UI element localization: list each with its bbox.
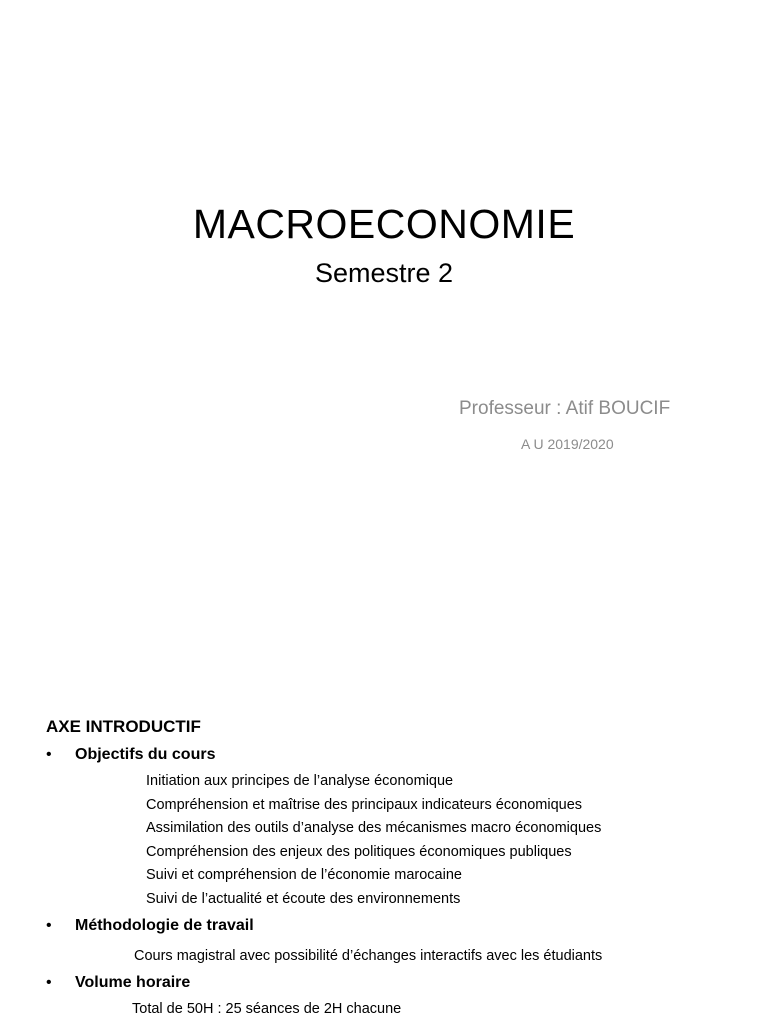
volume-detail: Total de 50H : 25 séances de 2H chacune: [132, 1001, 402, 1017]
intro-slide: [0, 680, 768, 1024]
list-item: Suivi de l’actualité et écoute des environnements: [146, 890, 461, 907]
academic-year: A U 2019/2020: [521, 436, 614, 452]
methodology-label: Méthodologie de travail: [75, 917, 254, 934]
bullet-volume: [46, 972, 190, 994]
volume-label: Volume horaire: [75, 974, 191, 991]
bullet-icon: •: [46, 917, 52, 934]
list-item: Assimilation des outils d’analyse des mécanismes macro économiques: [146, 820, 602, 837]
bullet-objectives: [46, 744, 215, 766]
list-item: Compréhension des enjeux des politiques économiques publiques: [146, 843, 572, 860]
professor-name: Professeur : Atif BOUCIF: [459, 398, 671, 419]
section-heading: AXE INTRODUCTIF: [46, 717, 201, 736]
bullet-icon: •: [46, 974, 52, 991]
methodology-detail: Cours magistral avec possibilité d’échanges interactifs avec les étudiants: [134, 948, 603, 964]
bullet-icon: •: [46, 746, 52, 763]
objectives-list: [146, 770, 601, 912]
bullet-methodology: [46, 915, 254, 937]
course-title: MACROECONOMIE: [192, 201, 576, 247]
semester-subtitle: Semestre 2: [314, 258, 454, 288]
objectives-label: Objectifs du cours: [75, 746, 216, 763]
list-item: Compréhension et maîtrise des principaux indicateurs économiques: [146, 796, 583, 813]
list-item: Initiation aux principes de l’analyse économique: [146, 773, 454, 789]
list-item: Suivi et compréhension de l’économie marocaine: [146, 867, 462, 884]
